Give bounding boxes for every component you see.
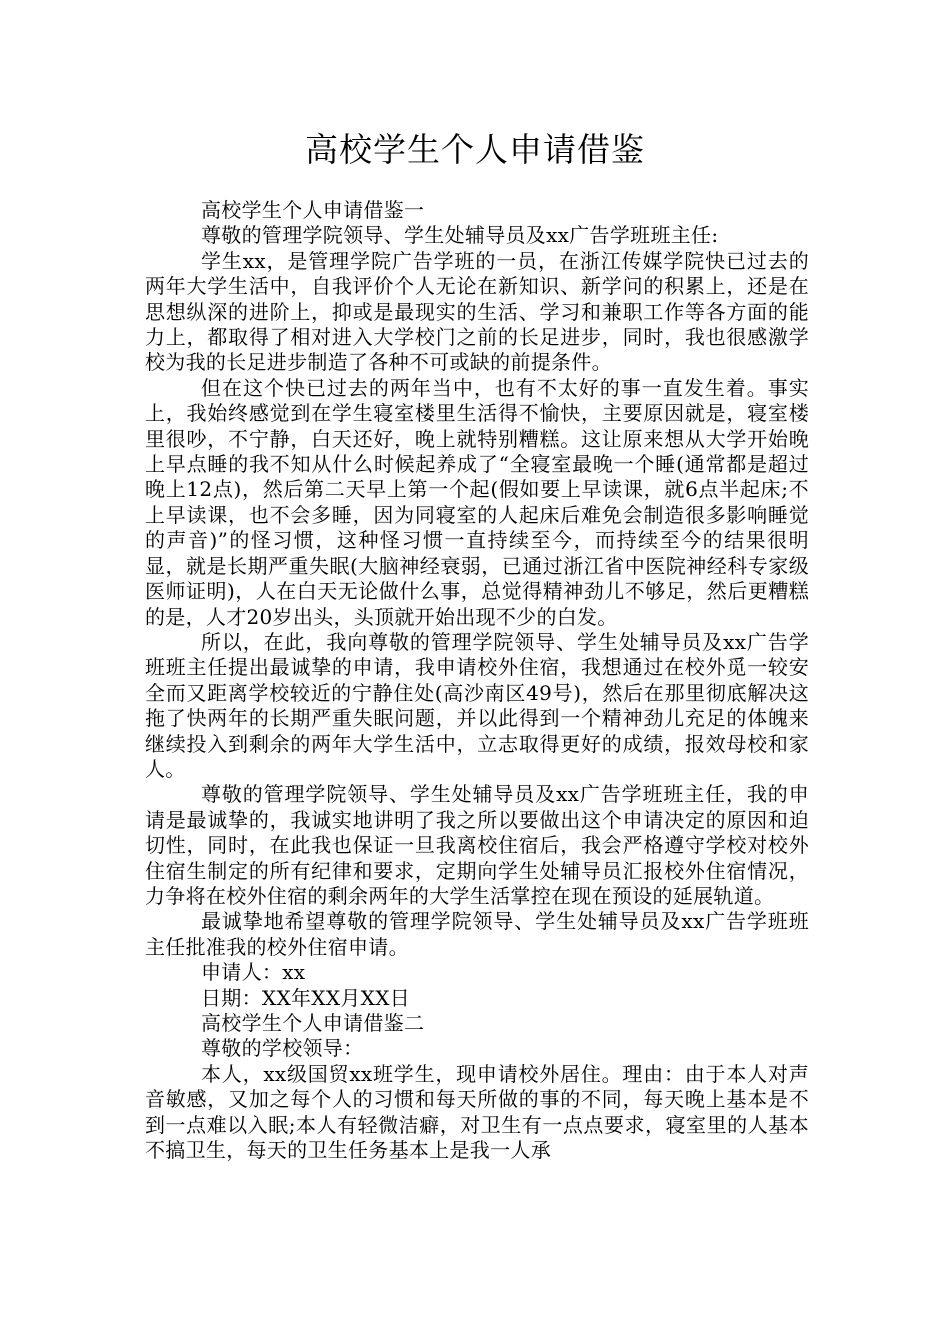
salutation-2: 尊敬的学校领导：	[201, 1036, 364, 1061]
document-body	[145, 198, 809, 1163]
date-line: 日期：XX年XX月XX日	[201, 985, 411, 1010]
body-paragraph: 学生xx，是管理学院广告学班的一员，在浙江传媒学院快已过去的两年大学生活中，自我评价个人无论在新知识、新学问的积累上，还是在思想纵深的进阶上，抑或是最现实的生活、学习和兼职工作等各方面的能力上，都取得了相对进入大学校门之前的长足进步，同时，我也很感激学校为我的长足进步制造了各种不可或缺的前提条件。	[145, 248, 809, 375]
applicant-line: 申请人：xx	[201, 960, 306, 985]
body-paragraph: 尊敬的管理学院领导、学生处辅导员及xx广告学班班主任，我的申请是最诚挚的，我诚实地讲明了我之所以要做出这个申请决定的原因和迫切性，同时，在此我也保证一旦我离校住宿后，我会严格遵守学校对校外住宿生制定的所有纪律和要求，定期向学生处辅导员汇报校外住宿情况，力争将在校外住宿的剩余两年的大学生活掌控在现在预设的延展轨道。	[145, 782, 809, 908]
body-paragraph: 最诚挚地希望尊敬的管理学院领导、学生处辅导员及xx广告学班班主任批准我的校外住宿申请。	[145, 909, 809, 959]
section-heading-1: 高校学生个人申请借鉴一	[201, 198, 425, 222]
section-heading-2: 高校学生个人申请借鉴二	[201, 1011, 425, 1035]
document-title: 高校学生个人申请借鉴	[305, 130, 645, 169]
body-paragraph: 本人，xx级国贸xx班学生，现申请校外居住。理由：由于本人对声音敏感，又加之每个人的习惯和每天所做的事的不同，每天晚上基本是不到一点难以入眠;本人有轻微洁癖，对卫生有一点点要求，寝室里的人基本不搞卫生，每天的卫生任务基本上是我一人承	[145, 1061, 809, 1163]
salutation-1: 尊敬的管理学院领导、学生处辅导员及xx广告学班班主任:	[201, 223, 719, 248]
body-paragraph: 但在这个快已过去的两年当中，也有不太好的事一直发生着。事实上，我始终感觉到在学生寝室楼里生活得不愉快，主要原因就是，寝室楼里很吵，不宁静，白天还好，晚上就特别糟糕。这让原来想从大学开始晚上早点睡的我不知从什么时候起养成了“全寝室最晚一个睡(通常都是超过晚上12点)，然后第二天早上第一个起(假如要上早读课，就6点半起床;不上早读课，也不会多睡，因为同寝室的人起床后难免会制造很多影响睡觉的声音)”的怪习惯，这种怪习惯一直持续至今，而持续至今的结果很明显，就是长期严重失眠(大脑神经衰弱，已通过浙江省中医院神经科专家级医师证明)，人在白天无论做什么事，总觉得精神劲儿不够足，然后更糟糕的是，人才20岁出头，头顶就开始出现不少的白发。	[145, 375, 809, 629]
body-paragraph: 所以，在此，我向尊敬的管理学院领导、学生处辅导员及xx广告学班班主任提出最诚挚的申请，我申请校外住宿，我想通过在校外觅一较安全而又距离学校较近的宁静住处(高沙南区49号)，然后在那里彻底解决这拖了快两年的长期严重失眠问题，并以此得到一个精神劲儿充足的体魄来继续投入到剩余的两年大学生活中，立志取得更好的成绩，报效母校和家人。	[145, 629, 809, 781]
